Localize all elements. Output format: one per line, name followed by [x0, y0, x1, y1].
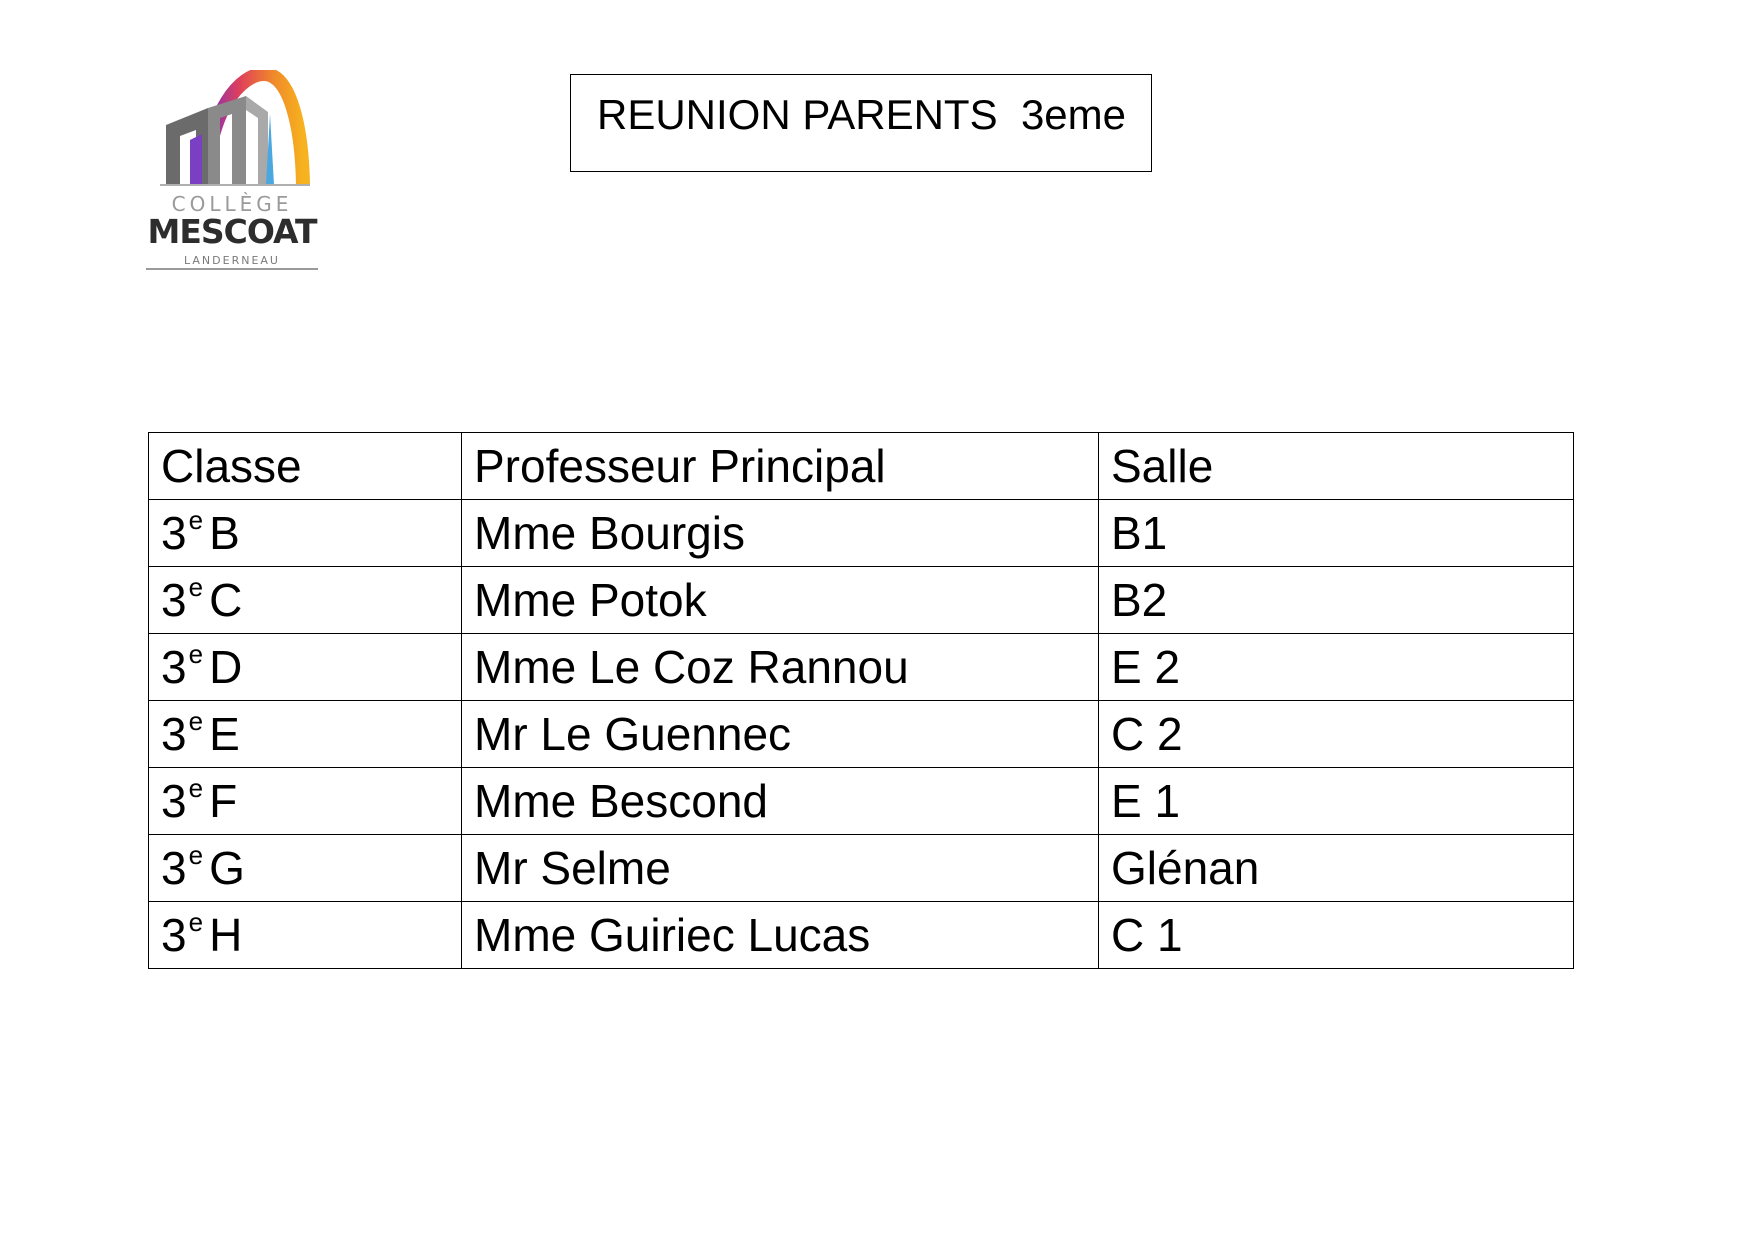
table-row — [149, 835, 1574, 902]
page-title: REUNION PARENTS 3eme — [597, 91, 1126, 138]
table-header-row — [149, 433, 1574, 500]
table-row — [149, 701, 1574, 768]
class-cell: 3e D — [149, 634, 462, 701]
class-cell: 3e H — [149, 902, 462, 969]
teacher-cell: Mme Le Coz Rannou — [462, 634, 1099, 701]
logo-college-label: COLLÈGE — [171, 192, 293, 216]
header-classe: Classe — [149, 433, 462, 500]
room-cell: C 2 — [1099, 701, 1574, 768]
header-salle: Salle — [1099, 433, 1574, 500]
logo-city-label: LANDERNEAU — [146, 254, 318, 270]
header-professeur-principal: Professeur Principal — [462, 433, 1099, 500]
table-row — [149, 634, 1574, 701]
room-cell: E 2 — [1099, 634, 1574, 701]
teacher-cell: Mr Selme — [462, 835, 1099, 902]
teacher-cell: Mme Bescond — [462, 768, 1099, 835]
teacher-cell: Mme Potok — [462, 567, 1099, 634]
class-cell: 3e F — [149, 768, 462, 835]
class-cell: 3e B — [149, 500, 462, 567]
table-row — [149, 902, 1574, 969]
teacher-cell: Mme Guiriec Lucas — [462, 902, 1099, 969]
table-row — [149, 768, 1574, 835]
teacher-cell: Mr Le Guennec — [462, 701, 1099, 768]
class-cell: 3e C — [149, 567, 462, 634]
logo-college-name: MESCOAT — [147, 212, 317, 251]
table-row — [149, 500, 1574, 567]
room-cell: E 1 — [1099, 768, 1574, 835]
room-cell: C 1 — [1099, 902, 1574, 969]
class-cell: 3e E — [149, 701, 462, 768]
class-cell: 3e G — [149, 835, 462, 902]
title-box — [570, 74, 1152, 172]
teacher-cell: Mme Bourgis — [462, 500, 1099, 567]
table-row — [149, 567, 1574, 634]
building-arch-icon — [146, 70, 318, 192]
meeting-table — [148, 432, 1574, 969]
college-logo — [146, 70, 318, 276]
room-cell: Glénan — [1099, 835, 1574, 902]
room-cell: B2 — [1099, 567, 1574, 634]
room-cell: B1 — [1099, 500, 1574, 567]
